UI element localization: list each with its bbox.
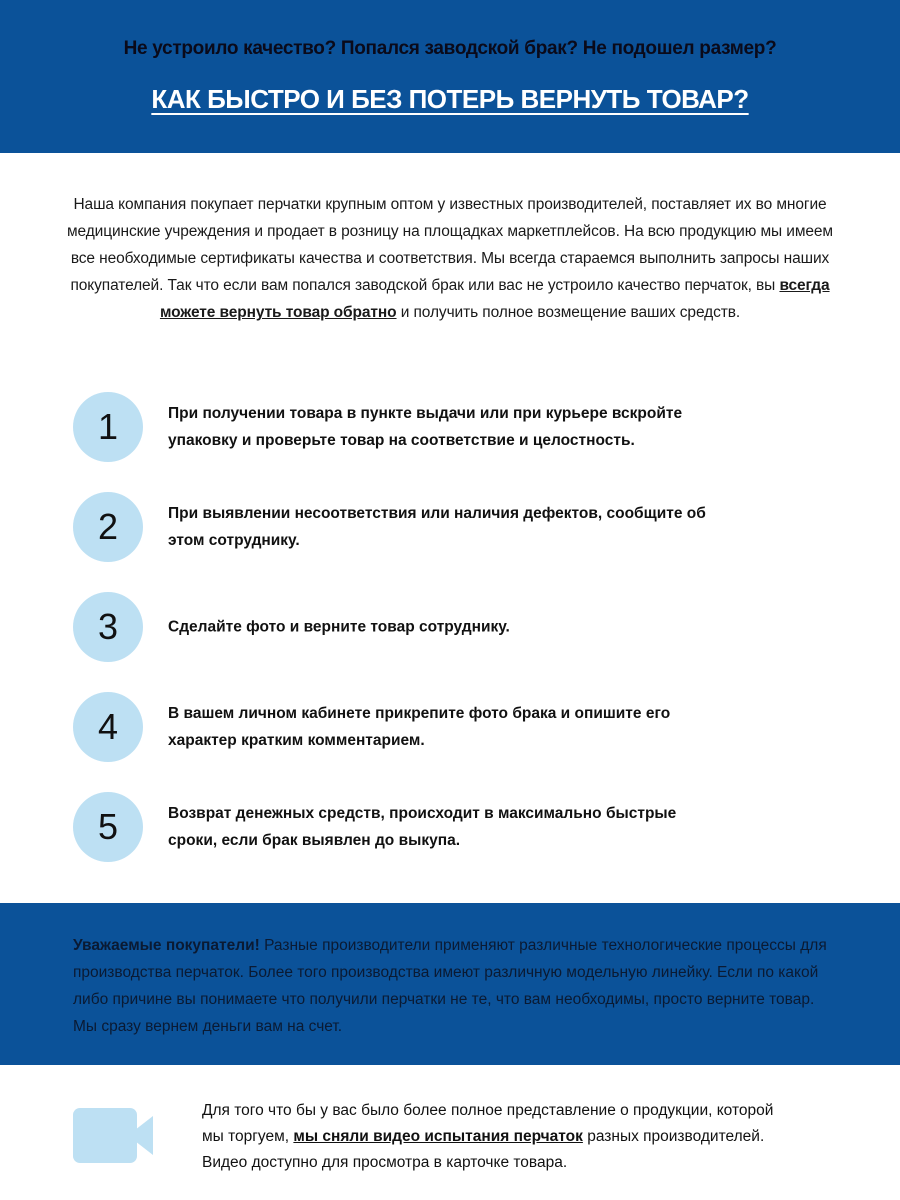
step-text: При выявлении несоответствия или наличия дефектов, сообщите об этом сотруднику.: [168, 505, 706, 549]
video-link[interactable]: мы сняли видео испытания перчаток: [293, 1128, 583, 1145]
notice-banner: [0, 903, 900, 1065]
intro-paragraph: Наша компания покупает перчатки крупным оптом у известных производителей, поставляет их во многие медицинские учреждения и продает в розницу на площадках маркетплейсов. На всю продукцию мы имеем все необходимые сертификаты качества и соответствия. Мы всегда стараемся выполнить запросы наших покупателей. Так что если вам попался заводской брак или вас не устроило качество перчаток, вы всегда можете вернуть товар обратно и получить полное возмещение ваших средств.: [66, 196, 833, 321]
step-number: 1: [73, 392, 143, 462]
step-5: [73, 792, 833, 862]
step-3: [73, 592, 833, 662]
video-note: Для того что бы у вас было более полное представление о продукции, которой мы торгуем, мы сняли видео испытания перчаток разных производителей. Видео доступно для просмотра в карточке товара.: [202, 1102, 774, 1171]
step-number: 5: [73, 792, 143, 862]
step-text: Возврат денежных средств, происходит в максимально быстрые сроки, если брак выявлен до выкупа.: [168, 805, 677, 849]
video-camera-icon: [73, 1108, 153, 1163]
page-title: КАК БЫСТРО И БЕЗ ПОТЕРЬ ВЕРНУТЬ ТОВАР?: [151, 84, 749, 114]
notice-text: Уважаемые покупатели! Разные производители применяют различные технологические процессы для производства перчаток. Более того производства имеют различную модельную линейку. Если по какой либо причине вы понимаете что получили перчатки не те, что вам необходимы, просто верните товар. Мы сразу вернем деньги вам на счет.: [73, 937, 827, 1035]
header-subtitle: Не устроило качество? Попался заводской брак? Не подошел размер?: [123, 38, 777, 59]
step-number: 4: [73, 692, 143, 762]
step-number: 3: [73, 592, 143, 662]
step-4: [73, 692, 833, 762]
header-banner: [0, 0, 900, 153]
step-2: [73, 492, 833, 562]
step-text: В вашем личном кабинете прикрепите фото брака и опишите его характер кратким комментарием.: [168, 705, 671, 749]
step-number: 2: [73, 492, 143, 562]
step-text: Сделайте фото и верните товар сотруднику.: [168, 618, 510, 636]
step-text: При получении товара в пункте выдачи или при курьере вскройте упаковку и проверьте товар на соответствие и целостность.: [168, 405, 683, 449]
step-1: [73, 392, 833, 462]
return-link[interactable]: всегда можете вернуть товар обратно: [159, 277, 830, 321]
